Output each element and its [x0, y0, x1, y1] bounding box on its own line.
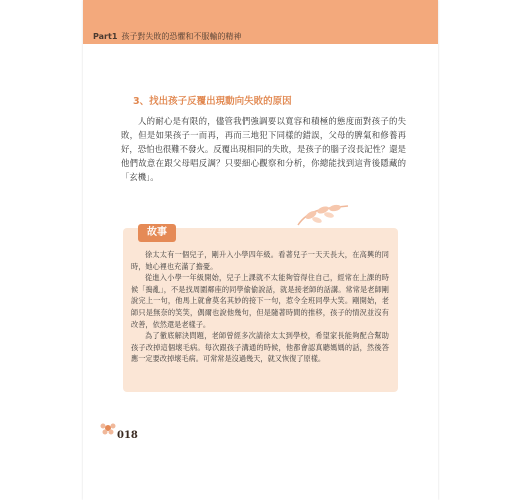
page-number: 018 — [117, 430, 138, 441]
story-text — [131, 249, 389, 365]
leaf-decoration-icon — [293, 200, 353, 230]
header-band — [83, 0, 438, 44]
book-page — [83, 0, 438, 500]
header-part: Part1 — [93, 32, 118, 41]
running-header — [93, 31, 241, 42]
story-label: 故事 — [138, 224, 176, 242]
header-chapter: 孩子對失敗的恐懼和不服輸的精神 — [121, 32, 242, 41]
story-paragraph: 徐太太有一個兒子，剛升入小學四年級。看著兒子一天天長大，在高興的同時，她心裡也充滿了擔憂。 — [131, 250, 389, 271]
story-box — [123, 228, 398, 392]
section-title: 3、找出孩子反覆出現動向失敗的原因 — [133, 96, 292, 107]
story-paragraph: 為了徹底解決問題，老師曾經多次請徐太太到學校，希望家長能夠配合幫助孩子改掉這個壞毛病。每次跟孩子溝通的時候，他都會認真聽媽媽的話，然後答應一定要改掉壞毛病。可常常是沒過幾天，就又恢復了原樣。 — [131, 331, 389, 364]
flower-decoration-icon — [99, 420, 117, 436]
story-paragraph: 從進入小學一年級開始，兒子上課就不太能夠管得住自己，經常在上課的時候「搗亂」，不是找周圍鄰座的同學偷偷說話，就是接老師的話講。常常是老師剛說完上一句，他馬上就會莫名其妙的接下一句，惹令全班同學大笑。剛開始，老師只是無奈的笑笑，偶爾也說他幾句，但是隨著時間的推移，孩子的情況並沒有改善，依然還是老樣子。 — [131, 273, 389, 329]
intro-paragraph: 人的耐心是有限的，儘管我們強調要以寬容和積極的態度面對孩子的失敗，但是如果孩子一而再，再而三地犯下同樣的錯誤，父母的脾氣和修養再好，恐怕也很難不發火。反覆出現相同的失敗，是孩子的腦子沒長記性？還是他們故意在跟父母唱反調？只要細心觀察和分析，你總能找到這背後隱藏的「玄機」。 — [121, 116, 406, 183]
